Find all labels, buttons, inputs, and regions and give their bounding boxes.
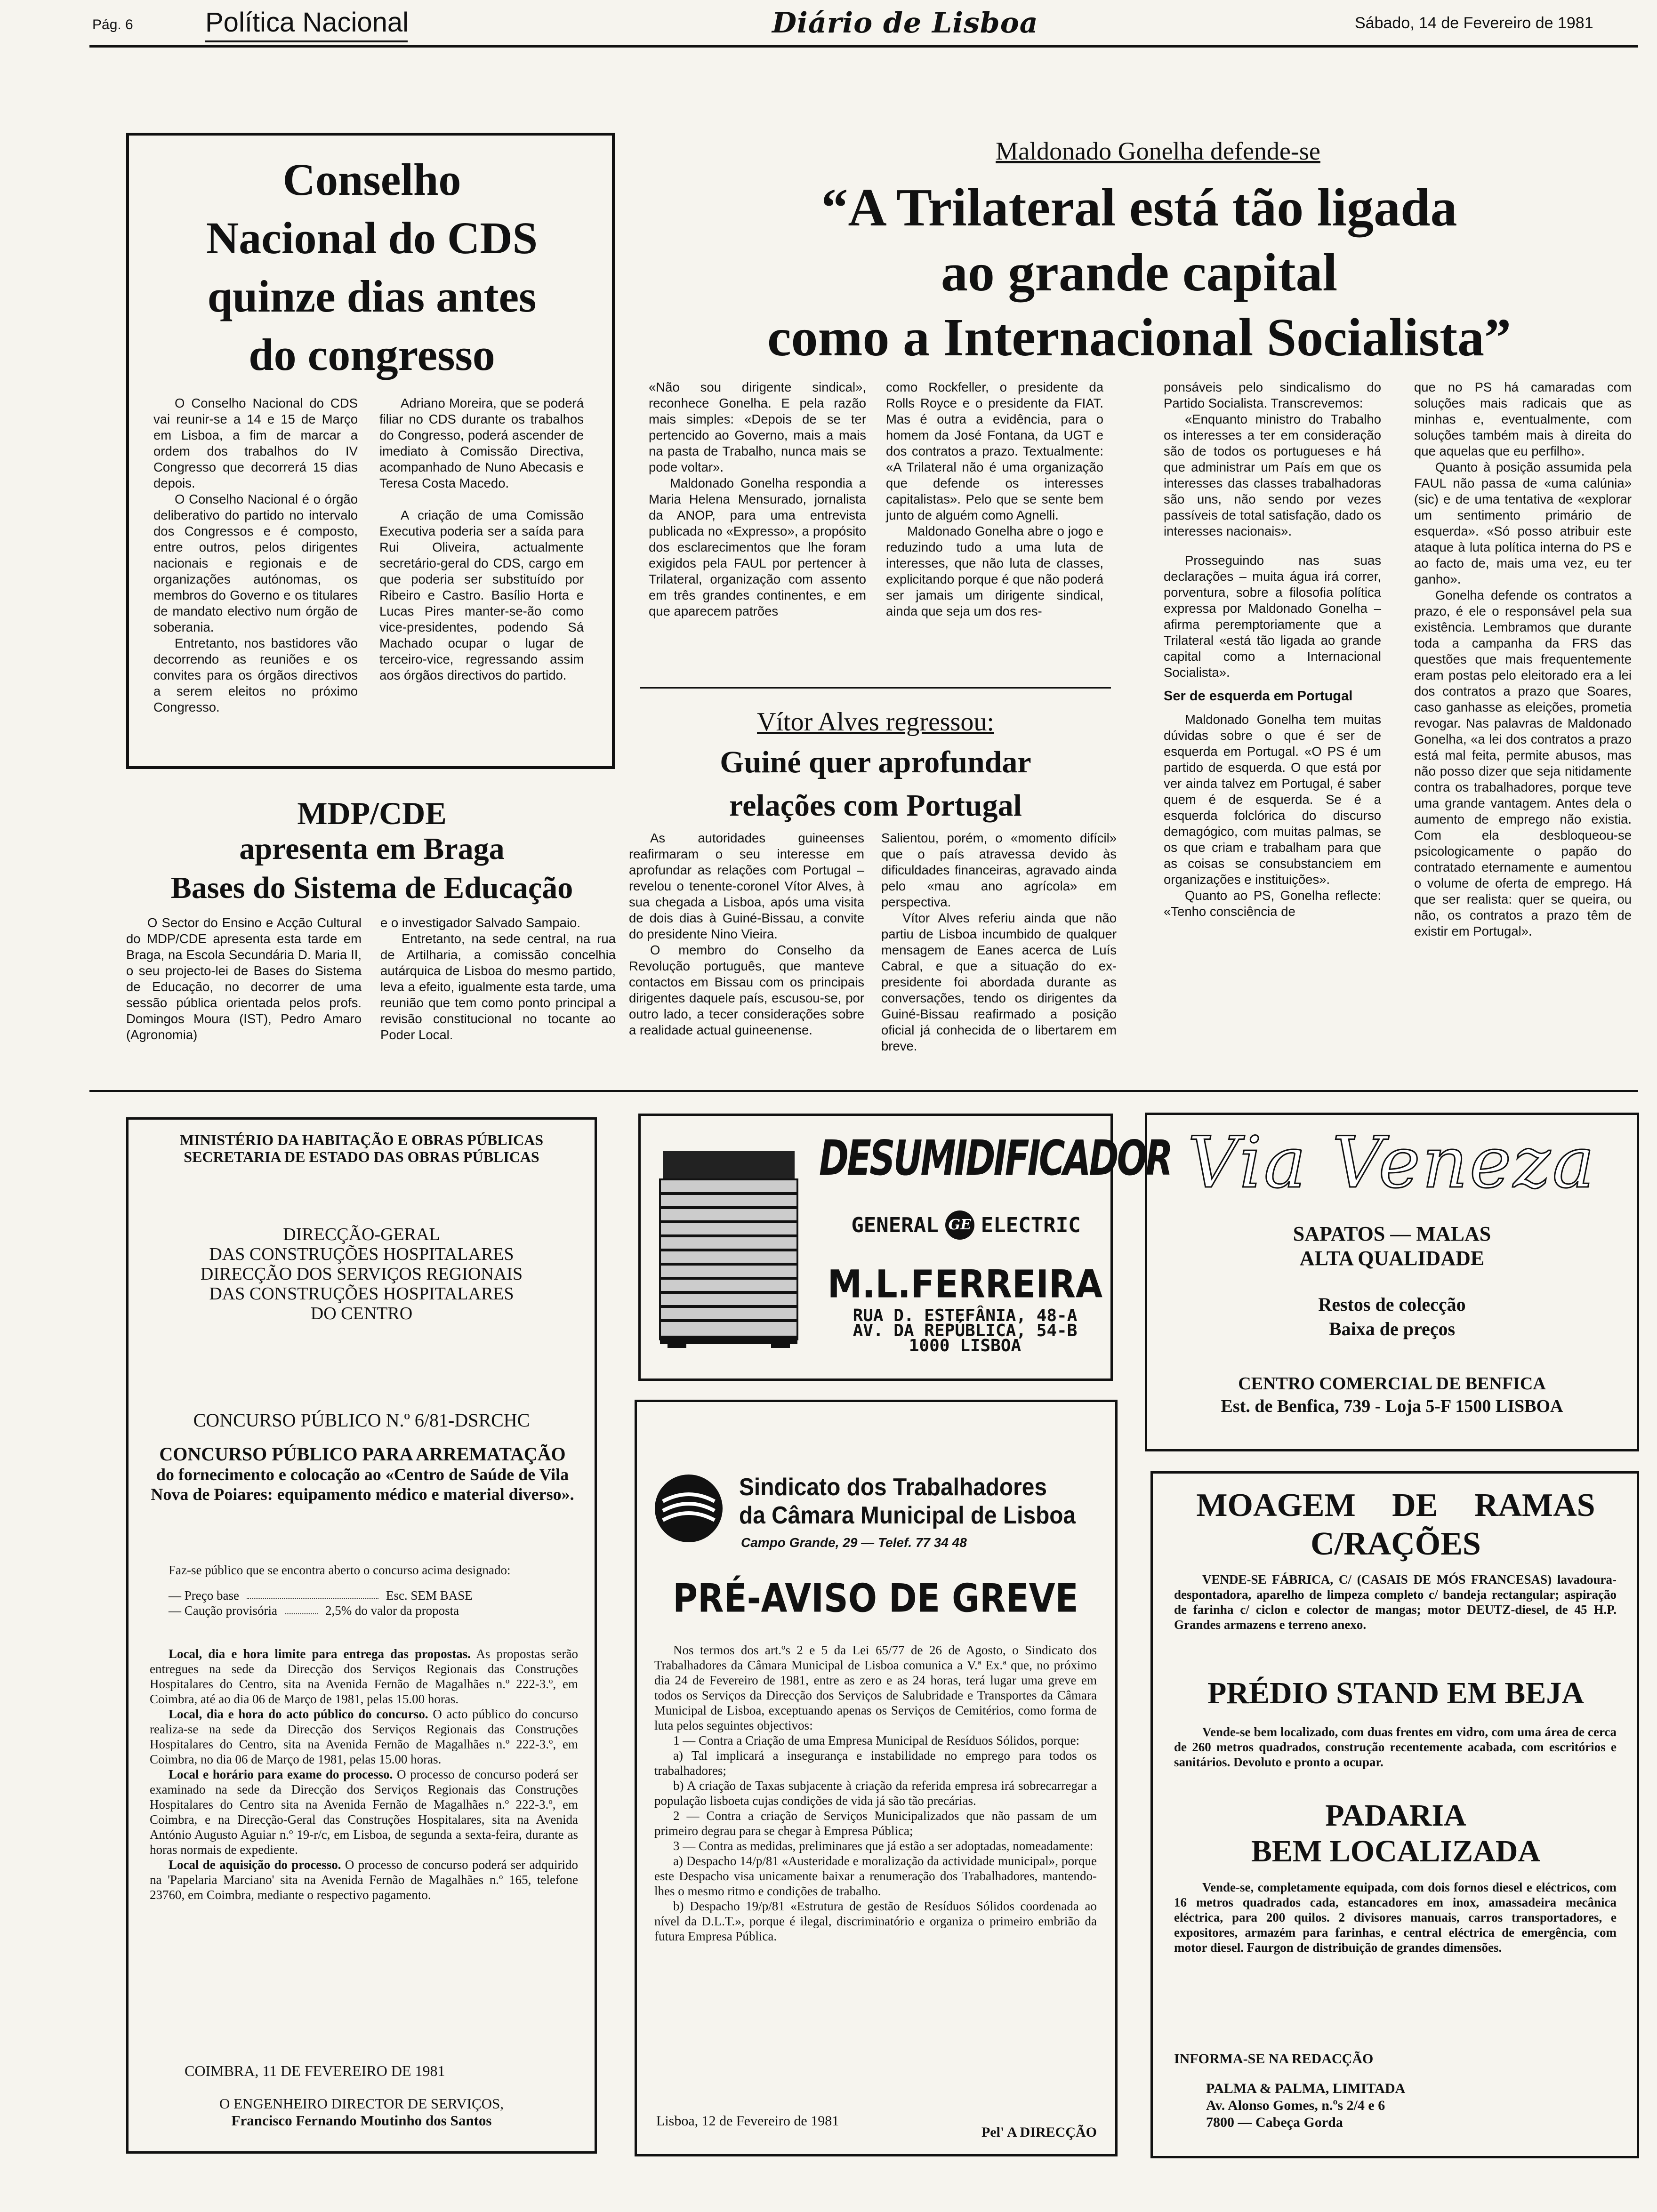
direccao-line1: DIRECÇÃO-GERAL [283, 1225, 440, 1244]
address-line1: RUA D. ESTEFÂNIA, 48-A [853, 1306, 1078, 1325]
gonelha-kicker: Maldonado Gonelha defende-se [996, 137, 1320, 165]
gonelha-column-4 [1414, 379, 1632, 939]
cds-column-2 [379, 395, 584, 683]
paragraph: «Enquanto ministro do Trabalho os interesses a ter em consideração são de todos os portugueses e há que administrar um País em que os interesses das classes trabalhadoras são uns, não sendo por vezes passíveis de total satisfação, dado os interesses nacionais». [1164, 412, 1381, 538]
mdp-headline-line3: Bases do Sistema de Educação [170, 871, 573, 905]
guine-kicker: Vítor Alves regressou: [757, 707, 994, 737]
cds-headline-line4: do congresso [249, 329, 495, 380]
sindicato-date: Lisboa, 12 de Fevereiro de 1981 [656, 2113, 839, 2129]
paragraph: O membro do Conselho da Revolução português, que manteve contactos em Bissau com os principais dirigentes daquele país, escusou-se, por outro lado, a tecer considerações sobre a realidade actual guineenense. [629, 943, 864, 1037]
address-line3: 1000 LISBOA [909, 1336, 1022, 1355]
gonelha-headline-line3: como a Internacional Socialista” [767, 307, 1512, 367]
direccao-line4: DAS CONSTRUÇÕES HOSPITALARES [209, 1284, 514, 1304]
contact-block [1206, 2080, 1405, 2131]
paragraph: A criação de uma Comissão Executiva poderia ser a saída para Rui Oliveira, actualmente secretário-geral do CDS, cargo em que poderia ser substituído por Ribeiro e Castro. Basílio Horta e Lucas Pires manter-se-ão como vice-presidentes, podendo Sá Machado ocupar o lugar de terceiro-vice, regressando assim aos órgãos directivos do partido. [379, 508, 584, 682]
sindicato-address: Campo Grande, 29 — Telef. 77 34 48 [741, 1535, 967, 1550]
ministerio-signature [137, 2095, 587, 2129]
padaria-title-line1: PADARIA [1325, 1798, 1466, 1833]
header-rule [89, 45, 1638, 48]
paragraph: Quanto ao PS, Gonelha reflecte: «Tenho consciência de [1164, 888, 1381, 919]
viaveneza-text [1153, 1222, 1631, 1418]
paragraph: Entretanto, nos bastidores vão decorrendo as reuniões e os convites para os órgãos directivos a serem eleitos no próximo Congresso. [153, 636, 358, 714]
paragraph: 1 — Contra a Criação de uma Empresa Municipal de Resíduos Sólidos, porque: [673, 1733, 1080, 1747]
mdp-headline [118, 795, 626, 909]
padaria-title [1163, 1798, 1629, 1869]
mdp-column-1 [126, 915, 362, 1043]
leader-dots [285, 1603, 318, 1614]
paragraph-text: As propostas serão entregues na sede da Direcção dos Serviços Regionais das Construções Hospitalares do Centro, sita na Avenida Fernão de Magalhães n.º 222-3.º, em Coimbra, até ao dia 06 de Março de 1981, pelas 15.00 horas. [150, 1647, 578, 1706]
viaveneza-line3: Restos de colecção [1318, 1294, 1466, 1315]
gonelha-column-3 [1164, 379, 1381, 920]
concurso-number: CONCURSO PÚBLICO N.º 6/81-DSRCHC [193, 1410, 530, 1431]
dehumidifier-image [653, 1151, 804, 1349]
paragraph: b) A criação de Taxas subjacente à criação da referida empresa irá sobrecarregar a população lisboeta cujas condições de vida já são tão precárias. [654, 1779, 1097, 1808]
ge-brand-row [825, 1210, 1107, 1240]
predio-body: Vende-se bem localizado, com duas frentes em vidro, com uma área de cerca de 260 metros quadrados, construção recentemente acabada, com escritórios e sanitários. Devoluto e pronto a ocupar. [1174, 1725, 1617, 1769]
gonelha-headline-line2: ao grande capital [941, 242, 1338, 302]
ministerio-body [150, 1563, 578, 1902]
guine-column-1 [629, 830, 864, 1038]
viaveneza-logo: Via Veneza [1188, 1122, 1596, 1204]
brand-general: GENERAL [851, 1213, 939, 1237]
ministerio-header [137, 1131, 587, 1165]
mdp-column-2 [380, 915, 616, 1043]
paragraph: «Não sou dirigente sindical», reconhece Gonelha. E pela razão mais simples: «Depois de se ter pertencido ao Governo, mais a mais na pasta de Trabalho, nunca mais se pode voltar». [649, 380, 866, 474]
caucao-label: — Caução provisória [169, 1603, 277, 1618]
dealer-address [819, 1308, 1111, 1354]
viaveneza-line1: SAPATOS — MALAS [1293, 1222, 1491, 1245]
arrematacao-line1: CONCURSO PÚBLICO PARA ARREMATAÇÃO [159, 1443, 566, 1465]
intro-text: Faz-se público que se encontra aberto o concurso acima designado: [169, 1563, 511, 1577]
paragraph: O Conselho Nacional é o órgão deliberativo do partido no intervalo dos Congressos e é composto, entre outros, pelos dirigentes nacionais e regionais e de organizações autónomas, os membros do Governo e os titulares de mandato electivo num órgão de soberania. [153, 492, 358, 634]
ministerio-date: COIMBRA, 11 DE FEVEREIRO DE 1981 [185, 2062, 445, 2079]
paragraph: Maldonado Gonelha tem muitas dúvidas sobre o que é ser de esquerda em Portugal. «O PS é um partido de esquerda. O que está por ver ainda talvez em Portugal, é saber quem é de esquerda. Se é a esquerda folclórica do discurso demagógico, com muitas palmas, se os que criam e trabalham para que as coisas se consubstanciem em organizações e instituições». [1164, 712, 1381, 887]
viaveneza-line6: Est. de Benfica, 739 - Loja 5-F 1500 LISBOA [1221, 1396, 1563, 1416]
paragraph-text: O processo de concurso poderá ser adquirido na 'Papelaria Marciano' sita na Avenida Fernão de Magalhães n.º 165, telefone 23760, em Coimbra, mediante o respectivo pagamento. [150, 1858, 579, 1902]
guine-headline-line2: relações com Portugal [729, 788, 1022, 823]
paragraph: O Sector do Ensino e Acção Cultural do MDP/CDE apresenta esta tarde em Braga, na Escola Secundária D. Maria II, o seu projecto-lei de Bases do Sistema de Educação, no decorrer de uma sessão pública orientada pelos profs. Domingos Moura (IST), Pedro Amaro (Agronomia) [126, 915, 362, 1042]
paragraph-text: O acto público do concurso realiza-se na sede da Direcção dos Serviços Regionais das Construções Hospitalares do Centro, sita na Avenida Fernão de Magalhães n.º 222-3.º, em Coimbra, no dia 06 de Março de 1981, pelas 15.00 horas. [150, 1707, 579, 1766]
signature-title: O ENGENHEIRO DIRECTOR DE SERVIÇOS, [219, 2095, 504, 2112]
address-line2: AV. DA REPÚBLICA, 54-B [853, 1321, 1078, 1340]
padaria-title-line2: BEM LOCALIZADA [1251, 1834, 1541, 1868]
greve-title: PRÉ-AVISO DE GREVE [673, 1575, 1078, 1621]
paragraph: Adriano Moreira, que se poderá filiar no CDS durante os trabalhos do Congresso, poderá ascender de imediato à Comissão Directiva, acompanhado de Nuno Abecasis e Teresa Costa Macedo. [379, 396, 584, 490]
leader-dots [247, 1588, 378, 1599]
paragraph: a) Despacho 14/p/81 «Austeridade e moralização da actividade municipal», porque este Despacho visa unicamente baixar a renumeração dos Trabalhadores, mantendo-lhes o mesmo ritmo e condições de trabalho. [654, 1854, 1097, 1898]
paragraph: Maldonado Gonelha abre o jogo e reduzindo tudo a uma luta de interesses, que não luta de classes, explicitando porque é que não poderá ser jamais um dirigente sindical, ainda que seja um dos res- [886, 524, 1103, 618]
viaveneza-line5: CENTRO COMERCIAL DE BENFICA [1238, 1374, 1546, 1394]
contact-line1: PALMA & PALMA, LIMITADA [1206, 2081, 1406, 2096]
section-title: Política Nacional [205, 7, 409, 38]
paragraph: Gonelha defende os contratos a prazo, é ele o responsável pela sua existência. Lembramos que durante toda a campanha da FRS das questões que mais frequentemente eram postas pelo eleitorado era a lei dos contratos a prazo que Soares, caso ganhasse as eleições, prometia revogar. Nas palavras de Maldonado Gonelha, «a lei dos contratos a prazo está mal feita, permite abusos, mas não posso dizer que seja nitidamente contra os trabalhadores, porque teve uma grande vantagem. Antes dela o aumento de emprego não existia. Com ela desbloqueou-se psicologicamente o papão do contratado eternamente e aumentou o volume de oferta de emprego. Há que ser realista: quer se queira, ou não, os contratos a prazo têm de existir em Portugal». [1414, 588, 1632, 938]
direccao-line2: DAS CONSTRUÇÕES HOSPITALARES [209, 1244, 514, 1264]
paragraph: Salientou, porém, o «momento difícil» que o país atravessa devido às dificuldades financeiras, agravado ainda pelo «mau ano agrícola» em perspectiva. [881, 831, 1117, 909]
viaveneza-line2: ALTA QUALIDADE [1299, 1247, 1485, 1270]
signature-name: Francisco Fernando Moutinho dos Santos [231, 2112, 492, 2129]
moagem-title-line1: MOAGEM DE RAMAS [1196, 1487, 1595, 1523]
predio-title: PRÉDIO STAND EM BEJA [1207, 1676, 1585, 1710]
cds-column-1 [153, 395, 358, 715]
ge-logo-icon: GE [945, 1210, 974, 1240]
paragraph [150, 1767, 578, 1857]
paragraph: e o investigador Salvado Sampaio. [380, 915, 580, 930]
guine-headline-line1: Guiné quer aprofundar [720, 745, 1031, 779]
guine-headline [631, 741, 1120, 827]
desumidificador-title: DESUMIDIFICADOR [819, 1130, 1171, 1186]
section-underline [205, 40, 408, 42]
paragraph: Vítor Alves referiu ainda que não partiu de Lisboa incumbido de qualquer mensagem de Eanes acerca de Luís Cabral, e que a situação do ex-presidente foi abordada durante as conversações, tendo os dirigentes da Guiné-Bissau reafirmado a posição oficial já conhecida de o libertarem em breve. [881, 911, 1117, 1053]
ministerio-line1: MINISTÉRIO DA HABITAÇÃO E OBRAS PÚBLICAS [180, 1131, 543, 1148]
sindicato-signature: Pel' A DIRECÇÃO [981, 2124, 1097, 2140]
direccao-header [137, 1225, 587, 1323]
union-emblem-icon [653, 1473, 724, 1544]
paragraph: como Rockfeller, o presidente da Rolls Royce e o presidente da FIAT. Mas é outra a evidência, para o homem da José Fontana, da UGT e dos contratos a prazo. Textualmente: «A Trilateral não é uma organização que defende os interesses capitalistas». Pelo que se sente bem junto de alguém como Agnelli. [886, 380, 1103, 522]
contact-line3: 7800 — Cabeça Gorda [1206, 2115, 1343, 2130]
paragraph [150, 1646, 578, 1707]
dehumidifier-icon [653, 1151, 804, 1349]
mdp-headline-line2: apresenta em Braga [239, 832, 505, 866]
paragraph-text: O processo de concurso poderá ser examinado na sede da Direcção dos Serviços Regionais das Construções Hospitalares do Centro sita na Avenida Fernão de Magalhães n.º 222-3.º, em Coimbra, e na Direcção-Geral das Construções Hospitalares, sita na Avenida António Augusto Aguiar n.º 19-r/c, em Lisboa, de segunda a sexta-feira, durante as horas normais de expediente. [150, 1767, 578, 1857]
info-label: INFORMA-SE NA REDACÇÃO [1174, 2051, 1374, 2067]
sindicato-name [739, 1473, 1077, 1530]
cds-headline [137, 151, 607, 384]
arrematacao-title [141, 1444, 584, 1504]
direccao-line5: DO CENTRO [310, 1304, 413, 1323]
mdp-headline-line1: MDP/CDE [297, 795, 447, 831]
page-date: Sábado, 14 de Fevereiro de 1981 [1355, 14, 1593, 32]
arrematacao-line2: do fornecimento e colocação ao «Centro de Saúde de Vila Nova de Poiares: equipamento médico e material diverso». [151, 1465, 574, 1504]
sindicato-name-line2: da Câmara Municipal de Lisboa [739, 1502, 1076, 1529]
moagem-title-line2: C/RAÇÕES [1311, 1526, 1481, 1562]
paragraph: 2 — Contra a criação de Serviços Municipalizados que não passam de um primeiro degrau para se chegar à Empresa Pública; [654, 1809, 1097, 1838]
preco-value: Esc. SEM BASE [386, 1588, 473, 1603]
contact-line2: Av. Alonso Gomes, n.ºs 2/4 e 6 [1206, 2098, 1385, 2113]
paragraph: ponsáveis pelo sindicalismo do Partido Socialista. Transcrevemos: [1164, 380, 1381, 410]
paragraph [150, 1857, 578, 1902]
page-number: Pág. 6 [92, 17, 133, 32]
caucao-value: 2,5% do valor da proposta [325, 1603, 459, 1618]
brand-electric: ELECTRIC [981, 1213, 1081, 1237]
masthead: Diário de Lisboa [772, 7, 1038, 40]
gonelha-column-1 [649, 379, 866, 619]
preco-label: — Preço base [169, 1588, 239, 1603]
cds-headline-line2: Nacional do CDS [206, 213, 538, 263]
paragraph: Entretanto, na sede central, na rua de Artilharia, a comissão concelhia autárquica de Lisboa do mesmo partido, leva a efeito, igualmente esta tarde, uma reunião que tem como ponto principal a revisão constitucional no tocante ao Poder Local. [380, 931, 616, 1042]
section-divider [89, 1090, 1638, 1092]
bold-lead: Local de aquisição do processo. [169, 1858, 341, 1872]
sindicato-body [654, 1643, 1097, 1944]
sindicato-name-line1: Sindicato dos Trabalhadores [739, 1474, 1047, 1501]
paragraph: a) Tal implicará a insegurança e instabilidade no emprego para todos os trabalhadores; [654, 1748, 1097, 1778]
cds-headline-line3: quinze dias antes [207, 271, 537, 321]
paragraph: Prosseguindo nas suas declarações – muita água irá correr, porventura, sobre a filosofia política expressa por Maldonado Gonelha – afirma peremptoriamente que a Trilateral «está tão ligada ao grande capital como a Internacional Socialista». [1164, 553, 1381, 680]
moagem-body: VENDE-SE FÁBRICA, C/ (CASAIS DE MÓS FRANCESAS) lavadoura-despontadora, aparelho de limpeza completo c/ bandeja rectangular; aspiração de farinha c/ ciclon e colector de mangas; motor DEUTZ-diesel, de 45 H.P. Grandes armazens e terreno anexo. [1174, 1572, 1617, 1632]
padaria-body: Vende-se, completamente equipada, com dois fornos diesel e eléctricos, com 16 metros quadrados cada, estancadores em inox, amassadeira mecânica eléctrica, para 200 quilos. 2 divisores manuais, carros transportadores, e expositores, armazém para farinhas, e central eléctrica de emergência, com motor diesel. Faurgon de distribuição de grandes dimensões. [1174, 1880, 1617, 1955]
gonelha-headline [626, 175, 1652, 370]
ministerio-line2: SECRETARIA DE ESTADO DAS OBRAS PÚBLICAS [184, 1148, 539, 1165]
paragraph: O Conselho Nacional do CDS vai reunir-se a 14 e 15 de Março em Lisboa, a fim de marcar a ordem dos trabalhos do IV Congresso que decorrerá 15 dias depois. [153, 396, 358, 490]
gonelha-headline-line1: “A Trilateral está tão ligada [821, 177, 1457, 237]
sindicato-logo [653, 1473, 724, 1544]
gonelha-column-2 [886, 379, 1103, 619]
paragraph: Nos termos dos art.ºs 2 e 5 da Lei 65/77 de 26 de Agosto, o Sindicato dos Trabalhadores da Câmara Municipal de Lisboa comunica a V.ª Ex.ª que, no próximo dia 24 de Fevereiro de 1981, entre as zero e as 24 horas, terá lugar uma greve em todos os Serviços da Direcção dos Serviços de Salubridade e Transportes da Câmara Municipal de Lisboa, exceptuando apenas os Serviços de Cemitérios, como forma de luta pelos seguintes objectivos: [654, 1643, 1097, 1732]
viaveneza-line4: Baixa de preços [1328, 1318, 1456, 1339]
paragraph: As autoridades guineenses reafirmaram o seu interesse em aprofundar as relações com Portugal – revelou o tenente-coronel Vítor Alves, à sua chegada a Lisboa, após uma visita de dois dias à Guiné-Bissau, a convite do presidente Nino Vieira. [629, 831, 864, 941]
dealer-name: M.L.FERREIRA [827, 1262, 1103, 1307]
direccao-line3: DIRECÇÃO DOS SERVIÇOS REGIONAIS [200, 1264, 523, 1284]
subheading: Ser de esquerda em Portugal [1164, 689, 1353, 704]
bold-lead: Local e horário para exame do processo. [169, 1767, 393, 1781]
preco-row [169, 1588, 578, 1603]
guine-column-2 [881, 830, 1117, 1054]
paragraph: Quanto à posição assumida pela FAUL não passa de «uma calúnia» (sic) e de uma tentativa de «explorar um sentimento primário de esquerda». «Só posso atribuir este ataque à luta política interna do PS e ao facto de, mais uma vez, eu ter ganho». [1414, 460, 1632, 586]
gonelha-bottom-rule [640, 687, 1111, 689]
bold-lead: Local, dia e hora do acto público do concurso. [169, 1707, 428, 1721]
paragraph: b) Despacho 19/p/81 «Estrutura de gestão de Resíduos Sólidos coordenada ao nível da D.L.T.», porque é ilegal, discriminatório e organiza o primeiro embrião da futura Empresa Pública. [654, 1899, 1097, 1943]
paragraph [150, 1707, 578, 1767]
bold-lead: Local, dia e hora limite para entrega das propostas. [169, 1647, 471, 1661]
caucao-row [169, 1603, 578, 1618]
cds-headline-line1: Conselho [282, 154, 461, 205]
paragraph: 3 — Contra as medidas, preliminares que já estão a ser adoptadas, nomeadamente: [673, 1839, 1094, 1853]
paragraph: que no PS há camaradas com soluções mais radicais que as minhas e, eventualmente, com soluções também mais à direita do que aquelas que eu perfilho». [1414, 380, 1632, 458]
paragraph: Maldonado Gonelha respondia a Maria Helena Mensurado, jornalista da ANOP, para uma entrevista publicada no «Expresso», a propósito dos esclarecimentos que lhe foram exigidos pela FAUL por pertencer à Trilateral, organização com assento em três grandes continentes, e em que aparecem patrões [649, 476, 866, 618]
moagem-title [1163, 1486, 1629, 1563]
